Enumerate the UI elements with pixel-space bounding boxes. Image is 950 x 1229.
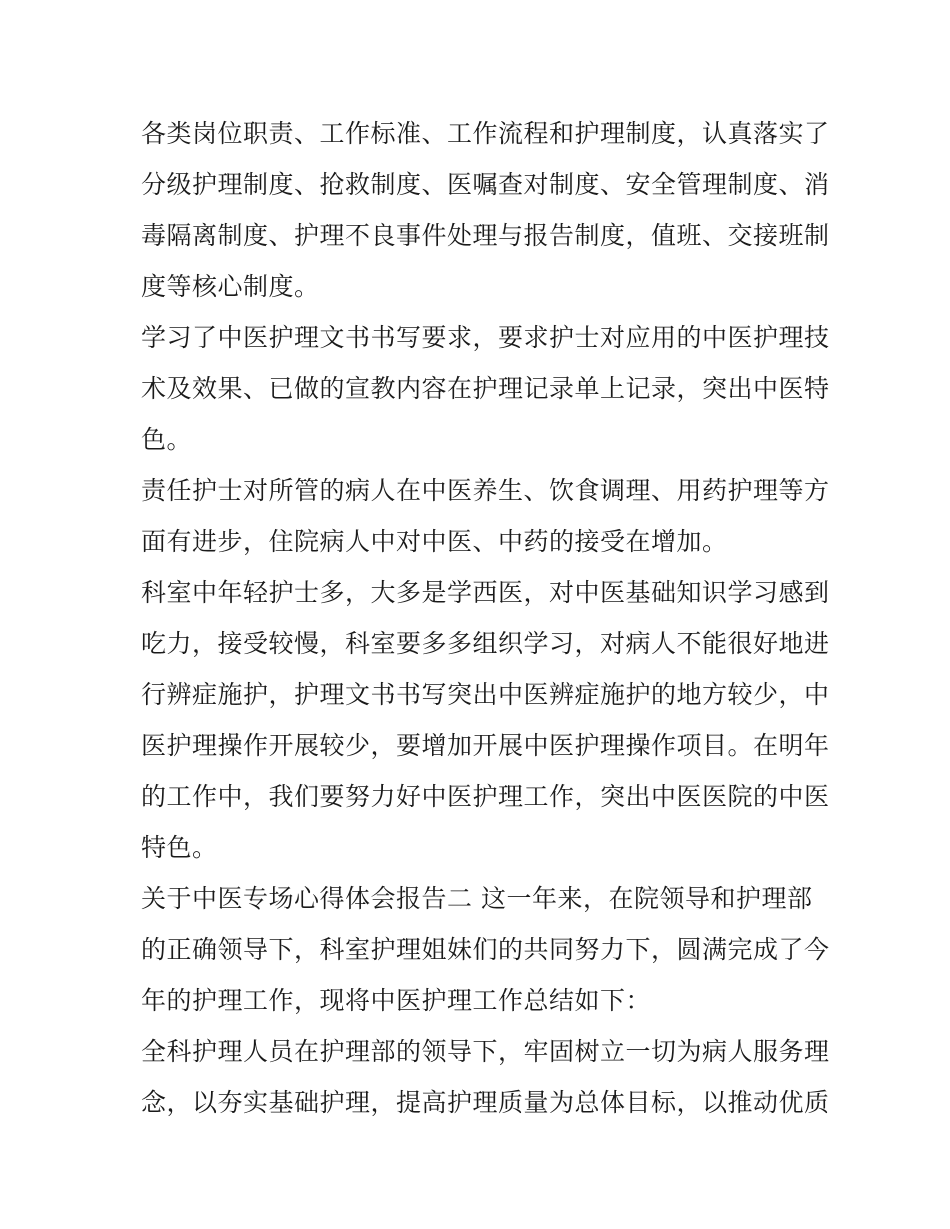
- text-line: 毒隔离制度、护理不良事件处理与报告制度，值班、交接班制: [141, 221, 830, 250]
- text-line: 的正确领导下，科室护理姐妹们的共同努力下，圆满完成了今: [141, 935, 830, 964]
- text-line: 度等核心制度。: [141, 272, 320, 301]
- text-line: 各类岗位职责、工作标准、工作流程和护理制度，认真落实了: [141, 119, 830, 148]
- text-line: 术及效果、已做的宣教内容在护理记录单上记录，突出中医特: [141, 374, 830, 403]
- text-line: 吃力，接受较慢，科室要多多组织学习，对病人不能很好地进: [141, 629, 830, 658]
- text-line: 学习了中医护理文书书写要求，要求护士对应用的中医护理技: [141, 323, 830, 352]
- text-line: 医护理操作开展较少，要增加开展中医护理操作项目。在明年: [141, 731, 830, 760]
- text-line: 全科护理人员在护理部的领导下，牢固树立一切为病人服务理: [141, 1037, 830, 1066]
- text-line: 分级护理制度、抢救制度、医嘱查对制度、安全管理制度、消: [141, 170, 830, 199]
- text-line: 科室中年轻护士多，大多是学西医，对中医基础知识学习感到: [141, 578, 830, 607]
- text-line: 特色。: [141, 833, 218, 862]
- text-line: 责任护士对所管的病人在中医养生、饮食调理、用药护理等方: [141, 476, 830, 505]
- text-line: 年的护理工作，现将中医护理工作总结如下：: [141, 986, 652, 1015]
- text-line: 念，以夯实基础护理，提高护理质量为总体目标，以推动优质: [141, 1088, 830, 1117]
- text-line: 的工作中，我们要努力好中医护理工作，突出中医医院的中医: [141, 782, 830, 811]
- document-body: [141, 108, 830, 1128]
- text-line: 色。: [141, 425, 193, 454]
- text-line: 面有进步，住院病人中对中医、中药的接受在增加。: [141, 527, 728, 556]
- text-line: 行辨症施护，护理文书书写突出中医辨症施护的地方较少，中: [141, 680, 830, 709]
- text-line: 关于中医专场心得体会报告二 这一年来，在院领导和护理部: [141, 884, 813, 913]
